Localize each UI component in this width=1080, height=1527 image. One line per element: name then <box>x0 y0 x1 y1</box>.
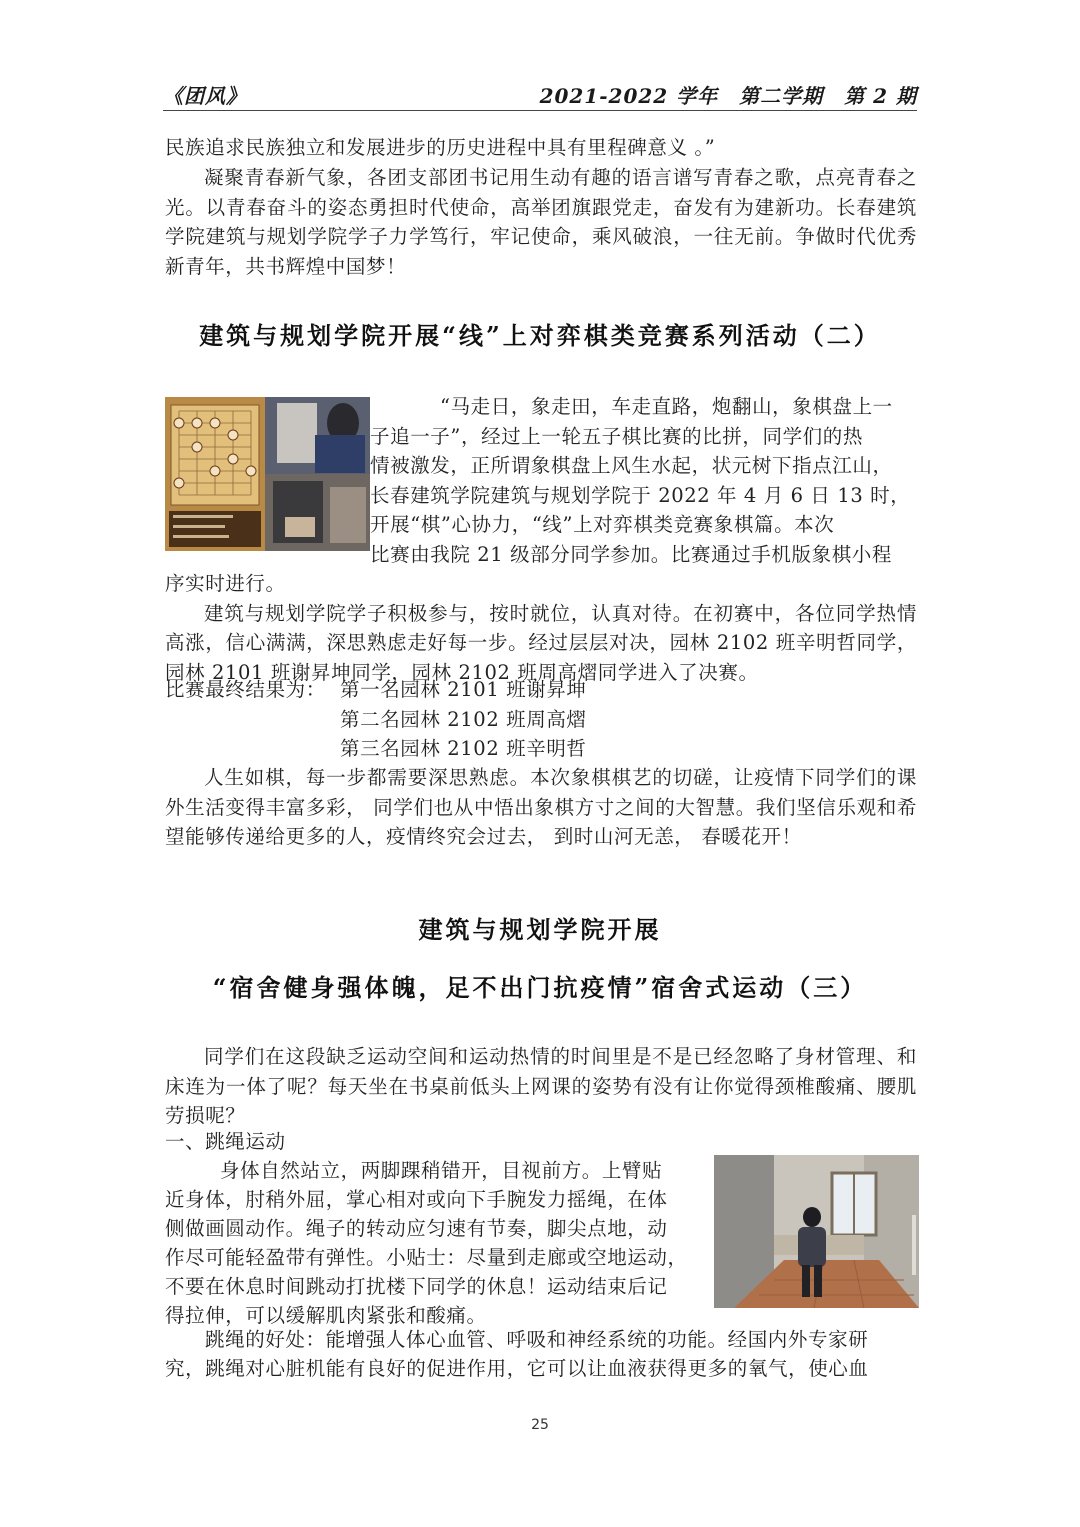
chess-game-photo <box>165 397 370 551</box>
jump-rope-photo <box>714 1155 919 1308</box>
article2-para2-line: 身体自然站立，两脚踝稍错开，目视前方。上臂贴 <box>220 1159 663 1182</box>
article2-title-line2: “宿舍健身强体魄，足不出门抗疫情”宿舍式运动（三） <box>212 973 868 1002</box>
article2-para2-line: 作尽可能轻盈带有弹性。小贴士：尽量到走廊或空地运动， <box>165 1246 688 1269</box>
article2-para1: 同学们在这段缺乏运动空间和运动热情的时间里是不是已经忽略了身材管理、和床连为一体了呢？每天坐在书桌前低头上网课的姿势有没有让你觉得颈椎酸痛、腰肌劳损呢？ <box>165 1045 917 1127</box>
publication-name: 《团风》 <box>163 84 247 108</box>
intro-line: 民族追求民族独立和发展进步的历史进程中具有里程碑意义 。” <box>165 136 716 159</box>
intro-paragraph: 凝聚青春新气象，各团支部团书记用生动有趣的语言谱写青春之歌，点亮青春之光。以青春奋斗的姿态勇担时代使命，高举团旗跟党走，奋发有为建新功。长春建筑学院建筑与规划学院学子力学笃行，牢记使命，乘风破浪，一往无前。争做时代优秀新青年，共书辉煌中国梦！ <box>165 166 917 278</box>
page-header <box>163 78 917 111</box>
article2-para2-line: 不要在休息时间跳动打扰楼下同学的休息！运动结束后记 <box>165 1275 668 1298</box>
article1-para3: 人生如棋，每一步都需要深思熟虑。本次象棋棋艺的切磋，让疫情下同学们的课外生活变得丰富多彩， 同学们也从中悟出象棋方寸之间的大智慧。我们坚信乐观和希望能够传递给更多的人，疫情终究会过去， 到时山河无恙， 春暖花开！ <box>165 766 917 848</box>
article1-para1-line: 情被激发，正所谓象棋盘上风生水起，状元树下指点江山， <box>370 454 893 477</box>
results-label: 比赛最终结果为： <box>165 678 326 701</box>
article1-para1-line: 开展“棋”心协力，“线”上对弈棋类竞赛象棋篇。本次 <box>370 513 835 536</box>
article2-para3-line: 究，跳绳对心脏机能有良好的促进作用，它可以让血液获得更多的氧气，使心血 <box>165 1357 869 1380</box>
page-number: 25 <box>531 1417 549 1433</box>
article1-para1-line: 长春建筑学院建筑与规划学院于 2022 年 4 月 6 日 13 时， <box>370 483 911 507</box>
article1-para1-line: 序实时进行。 <box>165 572 286 595</box>
result-second: 第二名园林 2102 班周高熠 <box>340 707 587 731</box>
result-third: 第三名园林 2102 班辛明哲 <box>340 737 587 760</box>
result-first: 第一名园林 2101 班谢昇坤 <box>340 678 587 701</box>
article2-title-line1: 建筑与规划学院开展 <box>418 915 662 944</box>
issue-info: 2021-2022 学年 第二学期 第 2 期 <box>539 84 917 108</box>
article2-para2-line: 得拉伸，可以缓解肌肉紧张和酸痛。 <box>165 1304 487 1327</box>
article1-para1-line: “马走日，象走田，车走直路，炮翻山，象棋盘上一 <box>440 395 893 418</box>
article1-para1-line: 子追一子”，经过上一轮五子棋比赛的比拼，同学们的热 <box>370 424 863 448</box>
article1-title: 建筑与规划学院开展“线”上对弈棋类竞赛系列活动（二） <box>199 321 881 350</box>
article1-para2: 建筑与规划学院学子积极参与，按时就位，认真对待。在初赛中，各位同学热情高涨，信心满满，深思熟虑走好每一步。经过层层对决，园林 2102 班辛明哲同学，园林 2101 班谢昇坤同学，园林 2102 班周高熠同学进入了决赛。 <box>165 601 917 684</box>
article2-para2-line: 侧做画圆动作。绳子的转动应匀速有节奏，脚尖点地，动 <box>165 1217 668 1240</box>
section-heading: 一、跳绳运动 <box>165 1130 286 1153</box>
article2-para2-line: 近身体，肘稍外屈，掌心相对或向下手腕发力摇绳，在体 <box>165 1188 668 1211</box>
article2-para3-line: 跳绳的好处：能增强人体心血管、呼吸和神经系统的功能。经国内外专家研 <box>205 1328 869 1351</box>
article1-para1-line: 比赛由我院 21 级部分同学参加。比赛通过手机版象棋小程 <box>370 542 893 566</box>
